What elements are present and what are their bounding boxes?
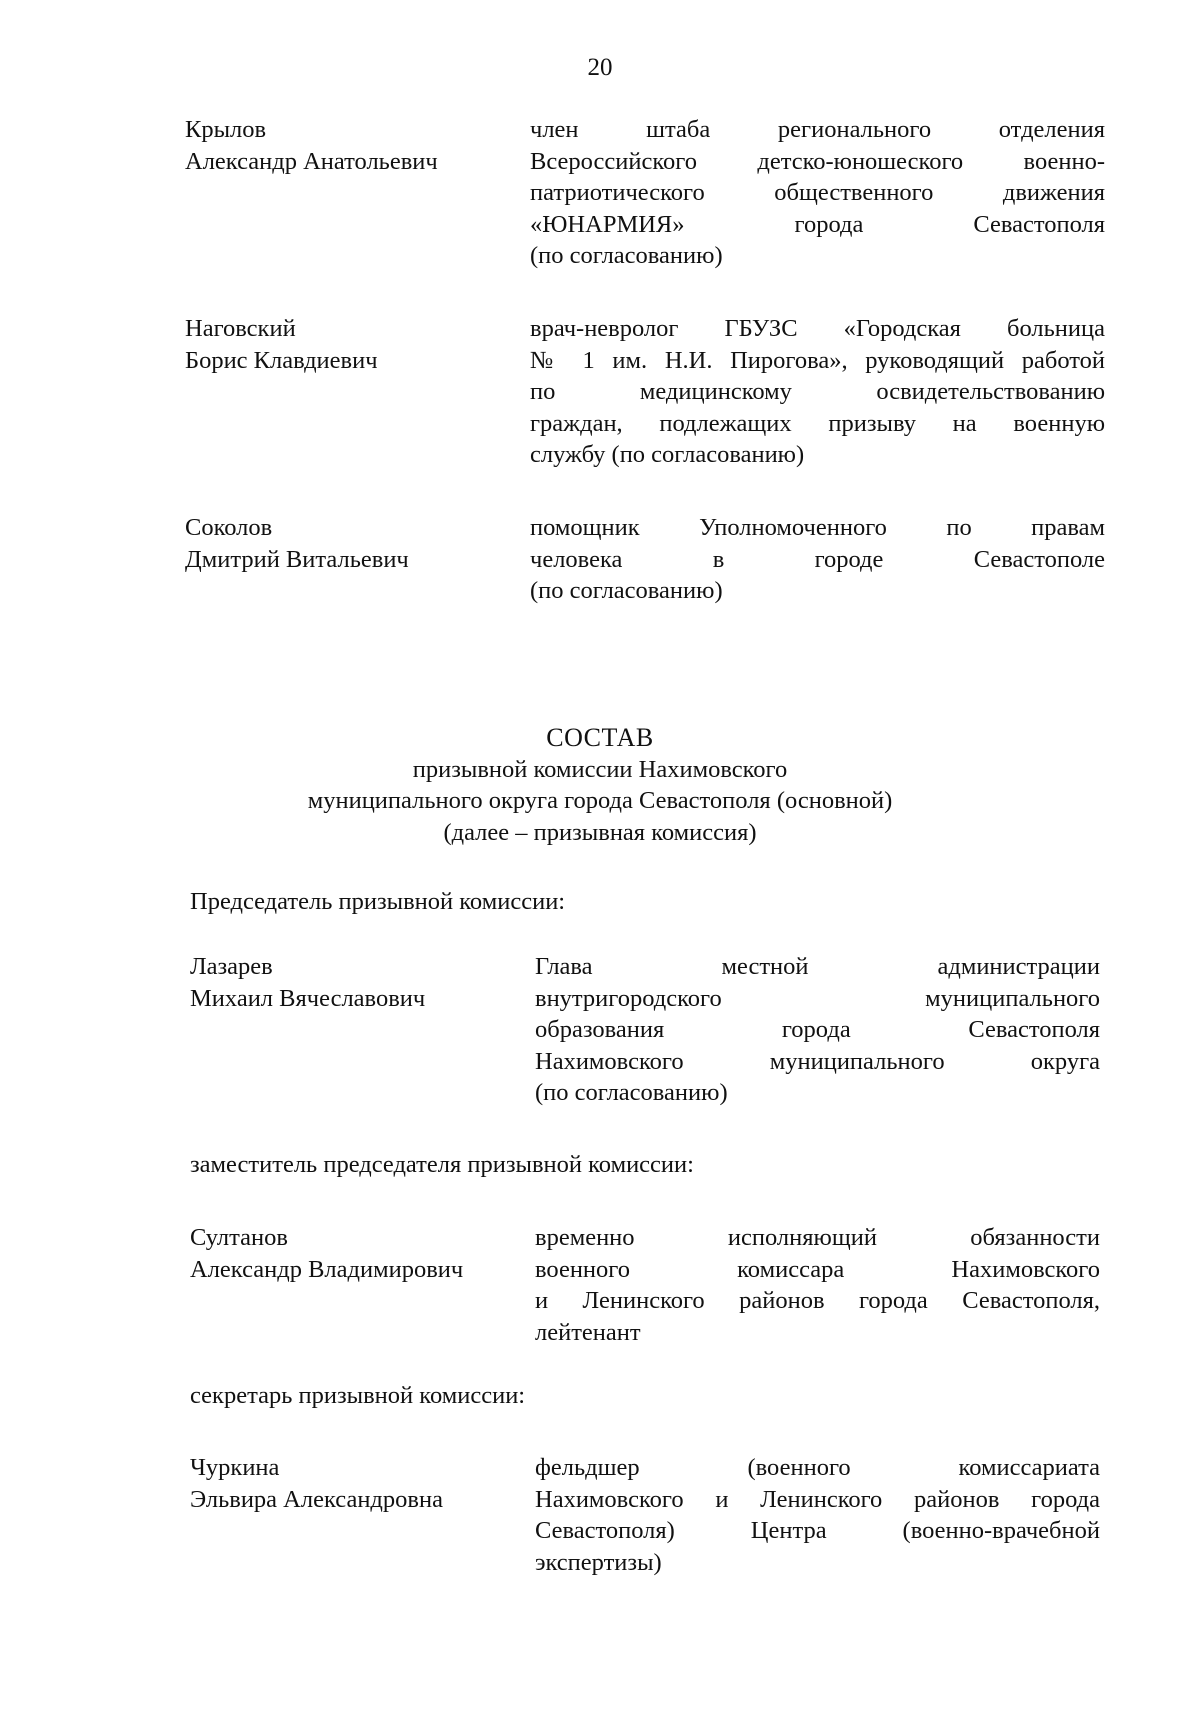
member-surname: Наговский — [185, 315, 296, 342]
position-line: член штаба регионального отделения — [530, 116, 1105, 143]
member-name — [185, 512, 505, 575]
position-line: помощник Уполномоченного по правам — [530, 514, 1105, 541]
heading-line: (далее – призывная комиссия) — [443, 818, 757, 846]
member-surname: Чуркина — [190, 1454, 280, 1481]
position-line: (по согласованию) — [530, 577, 723, 604]
heading-title: СОСТАВ — [546, 723, 654, 752]
member-position — [530, 512, 1105, 607]
member-given-name: Борис Клавдиевич — [185, 346, 378, 374]
position-line: по медицинскому освидетельствованию — [530, 378, 1105, 405]
member-name — [185, 313, 505, 376]
member-name — [190, 951, 510, 1014]
position-line: Всероссийского детско-юношеского военно- — [530, 147, 1105, 175]
member-surname: Лазарев — [190, 953, 273, 980]
member-position — [535, 1452, 1100, 1578]
member-given-name: Михаил Вячеславович — [190, 984, 426, 1012]
position-line: Севастополя) Центра (военно-врачебной — [535, 1517, 1100, 1544]
role-secretary: секретарь призывной комиссии: — [190, 1382, 526, 1409]
position-line: и Ленинского районов города Севастополя, — [535, 1287, 1100, 1314]
member-given-name: Александр Владимирович — [190, 1255, 464, 1283]
position-line: № 1 им. Н.И. Пирогова», руководящий работой — [530, 346, 1105, 374]
position-line: (по согласованию) — [535, 1079, 728, 1106]
member-given-name: Александр Анатольевич — [185, 147, 438, 175]
position-line: лейтенант — [535, 1318, 641, 1346]
position-line: Нахимовского и Ленинского районов города — [535, 1485, 1100, 1513]
member-name — [190, 1452, 510, 1515]
position-line: временно исполняющий обязанности — [535, 1224, 1100, 1251]
position-line: военного комиссара Нахимовского — [535, 1255, 1100, 1283]
member-name — [185, 114, 505, 177]
position-line: службу (по согласованию) — [530, 441, 805, 468]
position-line: внутригородского муниципального — [535, 984, 1100, 1012]
position-line: патриотического общественного движения — [530, 179, 1105, 206]
member-position — [535, 951, 1100, 1109]
composition-heading — [0, 722, 1200, 848]
member-name — [190, 1222, 510, 1285]
position-line: образования города Севастополя — [535, 1016, 1100, 1043]
position-line: Нахимовского муниципального округа — [535, 1047, 1100, 1075]
heading-line: муниципального округа города Севастополя (основной) — [307, 787, 893, 814]
member-position — [530, 114, 1105, 272]
role-deputy: заместитель председателя призывной комиссии: — [190, 1151, 694, 1178]
position-line: граждан, подлежащих призыву на военную — [530, 409, 1105, 437]
member-position — [535, 1222, 1100, 1348]
position-line: «ЮНАРМИЯ» города Севастополя — [530, 210, 1105, 238]
member-surname: Соколов — [185, 514, 273, 541]
member-surname: Султанов — [190, 1224, 288, 1251]
member-given-name: Эльвира Александровна — [190, 1485, 443, 1513]
position-line: Глава местной администрации — [535, 953, 1100, 980]
position-line: фельдшер (военного комиссариата — [535, 1454, 1100, 1481]
position-line: экспертизы) — [535, 1548, 662, 1576]
member-position — [530, 313, 1105, 471]
heading-line: призывной комиссии Нахимовского — [412, 755, 788, 783]
position-line: врач-невролог ГБУЗС «Городская больница — [530, 315, 1105, 342]
role-chairman: Председатель призывной комиссии: — [190, 888, 566, 915]
page-number: 20 — [587, 54, 613, 81]
member-surname: Крылов — [185, 116, 267, 143]
position-line: человека в городе Севастополе — [530, 545, 1105, 573]
member-given-name: Дмитрий Витальевич — [185, 545, 409, 573]
position-line: (по согласованию) — [530, 242, 723, 269]
